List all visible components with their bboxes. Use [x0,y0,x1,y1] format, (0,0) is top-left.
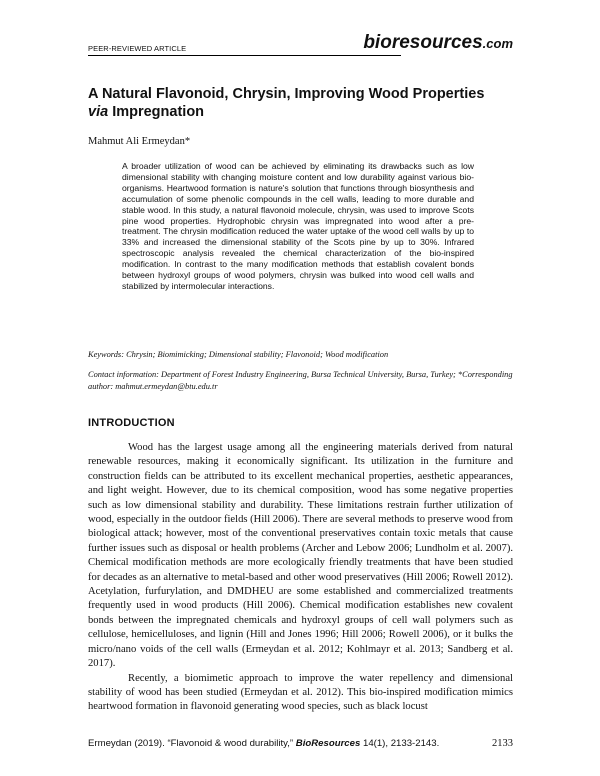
title-part-2: Impregnation [108,104,205,120]
running-header [88,34,513,58]
page-number: 2133 [492,738,513,749]
introduction-body [88,441,513,715]
abstract: A broader utilization of wood can be achieved by eliminating its drawbacks such as low dimensional stability with changing moisture content and low durability against various bio-organisms. Heartwood formation is nature's solution that functions through biosynthesis and accumulation of some phenolic compounds in the cell walls, leading to more durable and stable wood. In this study, a natural flavonoid molecule, chrysin, was used to improve Scots pine wood properties. Hydrophobic chrysin was impregnated into wood after a pre-treatment. The chrysin modification reduced the water uptake of the wood cell walls by up to 33% and increased the dimensional stability of the Scots pine by up to 30%. Infrared spectroscopic analysis revealed the chemical characterization of the bio-inspired modification. In contrast to the many modification methods that establish covalent bonds between hydroxyl groups of wood polymers, chrysin was bulked into wood cell walls and stabilized by intermolecular interactions. [122,161,474,291]
peer-reviewed-label: PEER-REVIEWED ARTICLE [88,44,187,53]
title-part-1: A Natural Flavonoid, Chrysin, Improving Wood Properties [88,86,485,102]
footer-citation [88,738,439,749]
header-rule [88,55,401,56]
brand-name: bioresources [363,32,483,53]
article-title [88,85,508,121]
body-paragraph-2: Recently, a biomimetic approach to improve the water repellency and dimensional stability of wood has been studied (Ermeydan et al. 2012). This bio-inspired modification mimics heartwood formation in flavonoid generating wood species, such as black locust [88,672,513,713]
introduction-heading: INTRODUCTION [88,417,175,429]
brand-tld: .com [482,36,513,51]
title-italic-via: via [88,104,109,120]
journal-brand-link[interactable] [363,32,513,54]
citation-end: 14(1), 2133-2143. [360,738,440,749]
author-name: Mahmut Ali Ermeydan* [88,136,191,147]
contact-information: Contact information: Department of Forest Industry Engineering, Bursa Technical University, Bursa, Turkey; *Corresponding author: mahmut.ermeydan@btu.edu.tr [88,370,513,391]
body-paragraph-1: Wood has the largest usage among all the engineering materials derived from natural renewable resources, making it economically significant. Its utilization in the furniture and construction fields can be attributed to its excellent mechanical properties, aesthetic appearances, and light weight. However, due to its chemical composition, wood has some negative properties such as low dimensional stability and durability. These limitations restrain further utilization of wood, especially in the outdoor fields (Hill 2006). There are several methods to preserve wood from biological attack; however, most of the conventional preservatives contain toxic metals that cause further issues such as disposal or health problems (Archer and Lebow 2006; Lundholm et al. 2007). Chemical modification methods are more ecologically friendly treatments that have been studied for decades as an alternative to metal-based and other wood preservatives (Hill 2006; Rowell 2012). Acetylation, furfurylation, and DMDHEU are some established and commercialized treatments frequently used in wood products (Hill 2006). Chemical modification establishes new covalent bonds between the impregnated chemicals and hydroxyl groups of cell wall polymers such as cellulose, hemicelluloses, and lignin (Hill and Jones 1996; Hill 2006; Rowell 2006), or it bulks the micro/nano voids of the cell walls (Ermeydan et al. 2012; Kohlmayr et al. 2013; Sandberg et al. 2017). [88,442,513,670]
citation-journal: BioResources [295,738,361,749]
keywords: Keywords: Chrysin; Biomimicking; Dimensional stability; Flavonoid; Wood modification [88,350,389,359]
citation-start: Ermeydan (2019). “Flavonoid & wood durability,” [88,738,296,749]
